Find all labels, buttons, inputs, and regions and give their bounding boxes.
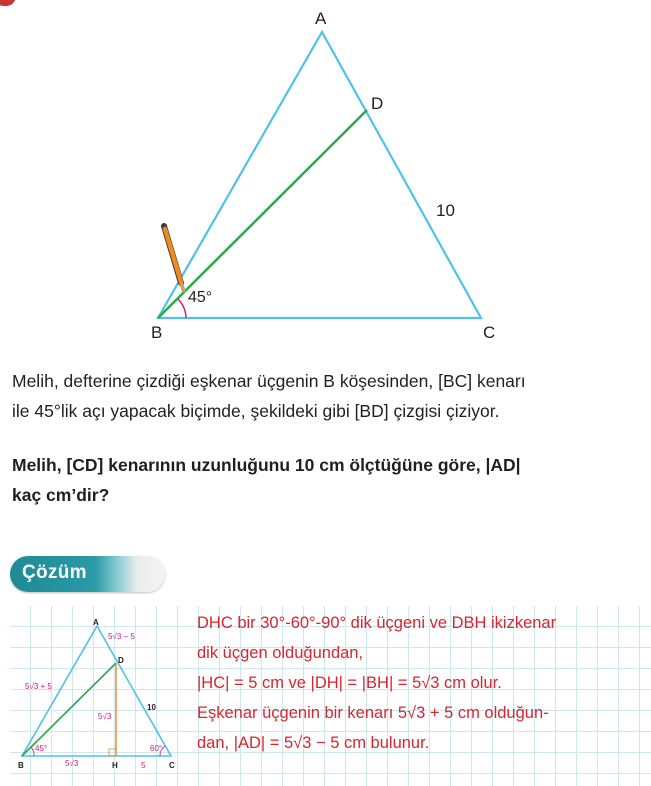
small-vertex-d: D bbox=[118, 656, 124, 665]
segment-bd bbox=[158, 110, 367, 318]
small-vertex-a: A bbox=[93, 618, 99, 627]
vertex-a-label: A bbox=[315, 9, 327, 28]
question-line-1: Melih, [CD] kenarının uzunluğunu 10 cm ölçtüğüne göre, |AD| bbox=[12, 455, 521, 475]
solution-line-5: dan, |AD| = 5√3 − 5 cm bulunur. bbox=[197, 734, 430, 752]
small-bh-label: 5√3 bbox=[65, 759, 79, 768]
small-hc-label: 5 bbox=[141, 761, 146, 770]
small-angle-arc-b bbox=[31, 747, 34, 756]
problem-line-2: ile 45°lik açı yapacak biçimde, şekildeki gibi [BD] çizgisi çiziyor. bbox=[12, 401, 500, 421]
pencil-icon bbox=[164, 226, 184, 292]
side-cd-length-label: 10 bbox=[436, 201, 455, 220]
triangle-abc bbox=[158, 32, 481, 318]
question-line-2: kaç cm’dir? bbox=[12, 485, 110, 505]
small-dc-label: 10 bbox=[147, 703, 156, 712]
small-ad-label: 5√3 − 5 bbox=[108, 632, 135, 641]
solution-line-4: Eşkenar üçgenin bir kenarı 5√3 + 5 cm olduğun- bbox=[197, 704, 549, 722]
solution-line-3: |HC| = 5 cm ve |DH| = |BH| = 5√3 cm olur. bbox=[197, 674, 502, 692]
vertex-b-label: B bbox=[151, 323, 163, 342]
small-dh-label: 5√3 bbox=[98, 712, 112, 721]
solution-line-1: DHC bir 30°-60°-90° dik üçgeni ve DBH ikizkenar bbox=[197, 614, 557, 632]
right-angle-mark bbox=[109, 749, 116, 756]
vertex-c-label: C bbox=[483, 323, 496, 342]
small-triangle-abc bbox=[22, 626, 171, 756]
small-angle-b-label: 45° bbox=[35, 744, 48, 753]
angle-45-label: 45° bbox=[188, 289, 213, 306]
solution-badge bbox=[10, 556, 165, 592]
solution-small-figure bbox=[0, 606, 200, 786]
problem-line-1: Melih, defterine çizdiği eşkenar üçgenin B köşesinden, [BC] kenarı bbox=[12, 371, 526, 391]
solution-line-2: dik üçgen olduğundan, bbox=[197, 644, 364, 662]
solution-badge-label: Çözüm bbox=[22, 562, 87, 583]
small-bd-label: 5√3 + 5 bbox=[25, 682, 52, 691]
small-vertex-c: C bbox=[169, 761, 175, 770]
small-vertex-h: H bbox=[112, 761, 118, 770]
small-segment-bd bbox=[22, 663, 116, 756]
vertex-d-label: D bbox=[371, 94, 384, 113]
small-angle-c-label: 60° bbox=[150, 744, 163, 753]
angle-arc bbox=[178, 299, 186, 318]
main-triangle-figure bbox=[0, 0, 651, 350]
small-vertex-b: B bbox=[18, 761, 24, 770]
